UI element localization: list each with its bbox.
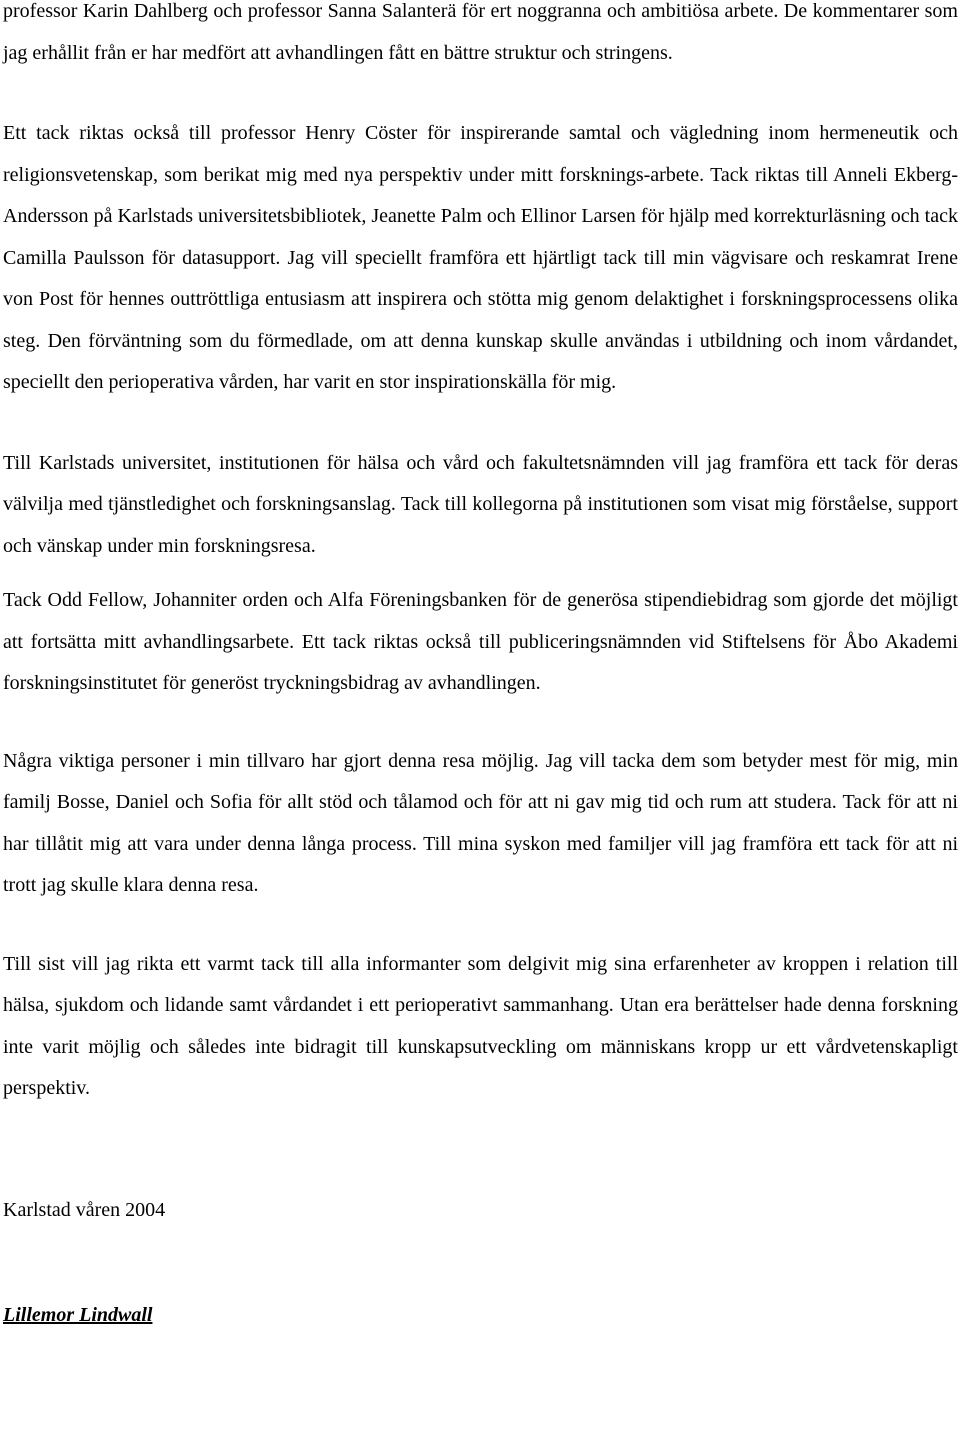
paragraph-spacer [3,907,958,944]
closing-spacer [3,1110,958,1190]
paragraph-thanks-family: Några viktiga personer i min tillvaro har gjort denna resa möjlig. Jag vill tacka dem som betyder mest för mig, min familj Bosse, Daniel och Sofia för allt stöd och tålamod och för att ni gav mig tid och rum att studera. Tack för att ni har tillåtit mig att vara under denna långa process. Till mina syskon med familjer vill jag framföra ett tack för att ni trott jag skulle klara denna resa. [3,749,958,896]
paragraph-thanks-university: Till Karlstads universitet, institutionen för hälsa och vård och fakultetsnämnden vill jag framföra ett tack för deras välvilja med tjänstledighet och forskningsanslag. Tack till kollegorna på institutionen som visat mig förståelse, support och vänskap under min forskningsresa. [3,451,958,557]
paragraph-thanks-informants: Till sist vill jag rikta ett varmt tack till alla informanter som delgivit mig sina erfarenheter av kroppen i relation till hälsa, sjukdom och lidande samt vårdandet i ett perioperativt sammanhang. Utan era berättelser hade denna forskning inte varit möjlig och således inte bidragit till kunskapsutveckling om människans kropp ur ett vårdvetenskapligt perspektiv. [3,952,958,1099]
author-signature: Lillemor Lindwall [3,1304,153,1326]
place-date: Karlstad våren 2004 [3,1198,166,1221]
document-page [3,0,958,1337]
paragraph-spacer [3,74,958,113]
paragraph-thanks-coster: Ett tack riktas också till professor Henry Cöster för inspirerande samtal och vägledning inom hermeneutik och religionsvetenskap, som berikat mig med nya perspektiv under mitt forsknings-arbete. Tack riktas till Anneli Ekberg-Andersson på Karlstads universitetsbibliotek, Jeanette Palm och Ellinor Larsen för hjälp med korrekturläsning och tack Camilla Paulsson för datasupport. Jag vill speciellt framföra ett hjärtligt tack till min vägvisare och reskamrat Irene von Post för hennes outtröttliga entusiasm att inspirera och stötta mig genom delaktighet i forskningsprocessens olika steg. Den förväntning som du förmedlade, om att denna kunskap skulle användas i utbildning och inom vårdandet, speciellt den perioperativa vården, har varit en stor inspirationskälla för mig. [3,122,958,393]
paragraph-thanks-funding: Tack Odd Fellow, Johanniter orden och Alfa Föreningsbanken för de generösa stipendiebidrag som gjorde det möjligt att fortsätta mitt avhandlingsarbete. Ett tack riktas också till publiceringsnämnden vid Stiftelsens för Åbo Akademi forskningsinstitutet för generöst tryckningsbidrag av avhandlingen. [3,589,958,694]
paragraph-spacer [3,567,958,580]
signature-spacer [3,1231,958,1295]
paragraph-spacer [3,404,958,443]
paragraph-continuation: professor Karin Dahlberg och professor Sanna Salanterä för ert noggranna och ambitiösa arbete. De kommentarer som jag erhållit från er har medfört att avhandlingen fått en bättre struktur och stringens. [3,0,958,64]
paragraph-spacer [3,705,958,741]
